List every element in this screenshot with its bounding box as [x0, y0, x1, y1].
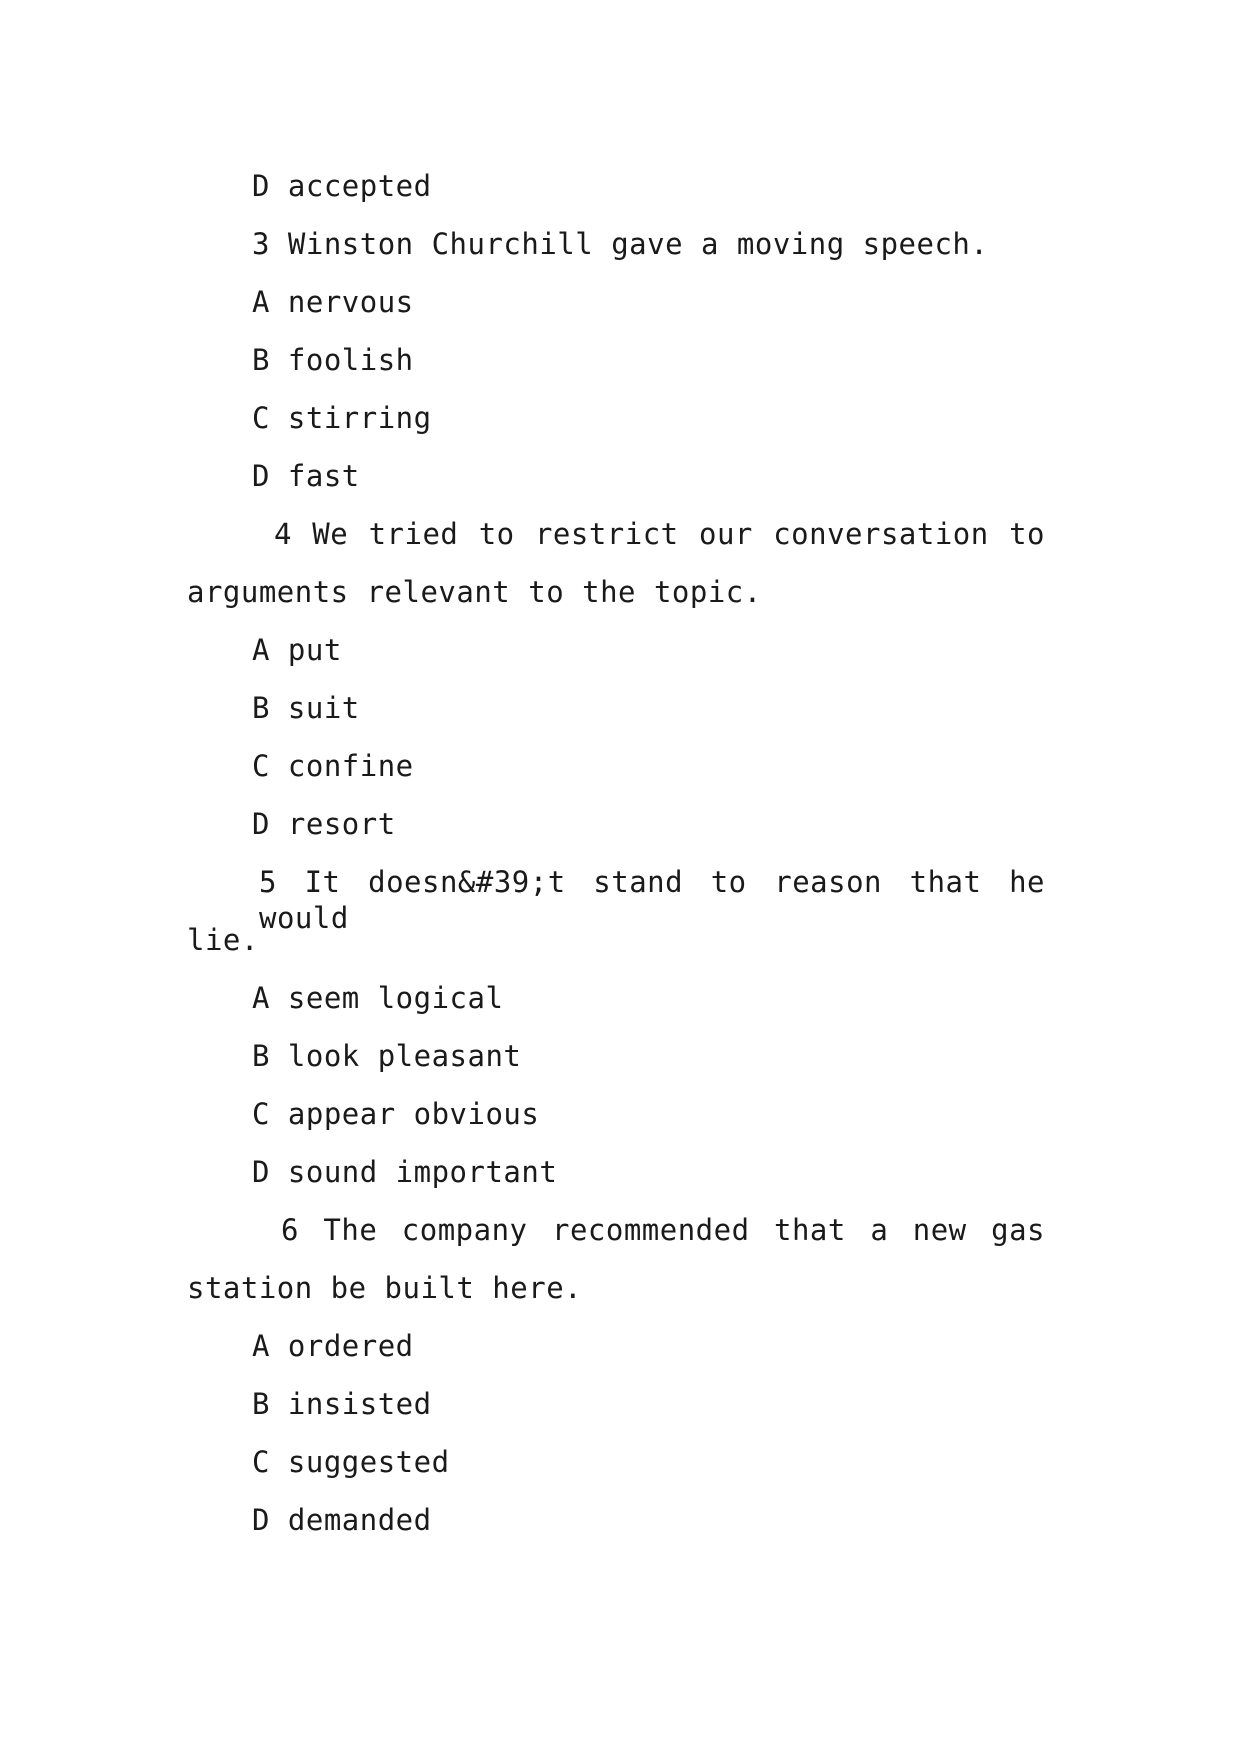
q5-option-d: D sound important [252, 1155, 558, 1189]
q6-option-c: C suggested [252, 1445, 450, 1479]
q2-option-d: D accepted [252, 169, 432, 203]
question-5-line-1: 5 It doesn&#39;t stand to reason that he would [259, 865, 1045, 935]
q6-option-b: B insisted [252, 1387, 432, 1421]
q6-option-a: A ordered [252, 1329, 414, 1363]
question-4-line-2: arguments relevant to the topic. [187, 575, 762, 609]
q3-option-b: B foolish [252, 343, 414, 377]
question-6-line-2: station be built here. [187, 1271, 583, 1305]
question-3: 3 Winston Churchill gave a moving speech. [252, 227, 989, 261]
q4-option-b: B suit [252, 691, 360, 725]
q6-option-d: D demanded [252, 1503, 432, 1537]
q3-option-c: C stirring [252, 401, 432, 435]
q5-option-b: B look pleasant [252, 1039, 522, 1073]
q3-option-d: D fast [252, 459, 360, 493]
q3-option-a: A nervous [252, 285, 414, 319]
question-4-line-1: 4 We tried to restrict our conversation to [274, 517, 1045, 551]
q4-option-a: A put [252, 633, 342, 667]
q5-option-c: C appear obvious [252, 1097, 540, 1131]
question-6-line-1: 6 The company recommended that a new gas [281, 1213, 1045, 1247]
question-5-line-2: lie. [187, 923, 259, 957]
q5-option-a: A seem logical [252, 981, 504, 1015]
q4-option-c: C confine [252, 749, 414, 783]
q4-option-d: D resort [252, 807, 396, 841]
